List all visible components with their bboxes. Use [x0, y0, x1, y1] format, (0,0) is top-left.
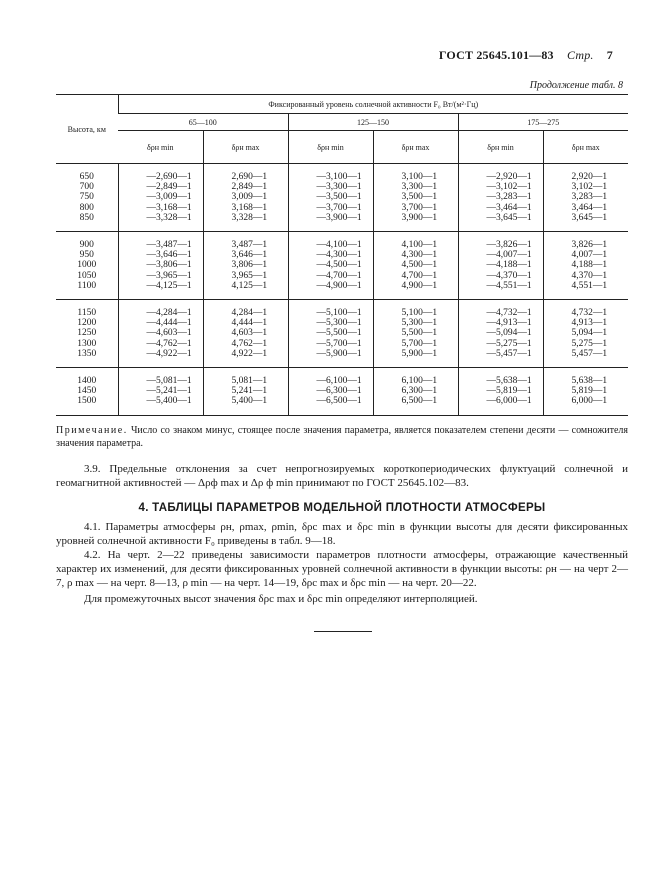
- max-value-cell: 4,700—1: [373, 271, 458, 281]
- max-value-cell: 3,009—1: [203, 192, 288, 202]
- height-cell: 800: [79, 202, 94, 213]
- max-value-cell: 3,826—1: [543, 232, 628, 251]
- height-cell: 1400: [77, 376, 97, 387]
- min-value-cell: —4,700—1: [288, 271, 373, 281]
- max-value-cell: 4,370—1: [543, 271, 628, 281]
- height-cell: 650: [79, 172, 94, 182]
- table-row: [56, 396, 628, 415]
- max-value-cell: 4,300—1: [373, 250, 458, 260]
- max-header: δρн max: [203, 131, 288, 164]
- min-value-cell: —3,102—1: [458, 182, 543, 192]
- max-value-cell: 4,500—1: [373, 260, 458, 270]
- max-value-cell: 5,638—1: [543, 368, 628, 387]
- table-row: [56, 281, 628, 300]
- max-value-cell: 3,168—1: [203, 203, 288, 213]
- max-value-cell: 3,900—1: [373, 213, 458, 232]
- min-value-cell: —3,168—1: [118, 203, 203, 213]
- min-value-cell: —5,100—1: [288, 300, 373, 319]
- min-value-cell: —2,690—1: [118, 164, 203, 183]
- min-value-cell: —5,241—1: [118, 386, 203, 396]
- min-value-cell: —5,094—1: [458, 328, 543, 338]
- min-value-cell: —5,457—1: [458, 349, 543, 368]
- min-value-cell: —4,732—1: [458, 300, 543, 319]
- height-cell: 1250: [77, 328, 97, 339]
- max-value-cell: 5,100—1: [373, 300, 458, 319]
- min-value-cell: —5,300—1: [288, 318, 373, 328]
- max-value-cell: 6,500—1: [373, 396, 458, 415]
- min-value-cell: —4,913—1: [458, 318, 543, 328]
- min-value-cell: —4,125—1: [118, 281, 203, 300]
- range-header-1: 65—100: [118, 114, 288, 131]
- max-value-cell: 3,102—1: [543, 182, 628, 192]
- table-row: [56, 203, 628, 213]
- max-value-cell: 4,922—1: [203, 349, 288, 368]
- height-cell: 1050: [77, 270, 97, 281]
- max-value-cell: 3,965—1: [203, 271, 288, 281]
- min-value-cell: —5,819—1: [458, 386, 543, 396]
- min-header: δρн min: [118, 131, 203, 164]
- max-value-cell: 4,284—1: [203, 300, 288, 319]
- min-value-cell: —3,826—1: [458, 232, 543, 251]
- min-value-cell: —4,370—1: [458, 271, 543, 281]
- min-value-cell: —4,444—1: [118, 318, 203, 328]
- max-value-cell: 2,690—1: [203, 164, 288, 183]
- height-cell: 950: [79, 250, 94, 261]
- height-cell: 1350: [56, 349, 118, 368]
- min-value-cell: —5,500—1: [288, 328, 373, 338]
- min-value-cell: —4,300—1: [288, 250, 373, 260]
- max-value-cell: 6,100—1: [373, 368, 458, 387]
- max-value-cell: 4,762—1: [203, 339, 288, 349]
- table-row: [56, 192, 628, 202]
- max-value-cell: 4,125—1: [203, 281, 288, 300]
- range-header-3: 175—275: [458, 114, 628, 131]
- min-value-cell: —4,762—1: [118, 339, 203, 349]
- height-cell: 1200: [77, 318, 97, 329]
- max-header: δρн max: [543, 131, 628, 164]
- min-value-cell: —2,849—1: [118, 182, 203, 192]
- table-row: [56, 318, 628, 328]
- min-value-cell: —6,500—1: [288, 396, 373, 415]
- min-value-cell: —5,700—1: [288, 339, 373, 349]
- max-value-cell: 3,700—1: [373, 203, 458, 213]
- closing-rule: [314, 631, 372, 632]
- table-row: [56, 339, 628, 349]
- max-value-cell: 3,645—1: [543, 213, 628, 232]
- max-value-cell: 5,400—1: [203, 396, 288, 415]
- parameters-table: [56, 94, 628, 416]
- min-value-cell: —4,500—1: [288, 260, 373, 270]
- note-text: Число со знаком минус, стоящее после значения параметра, является показателем степени десяти — сомножителя значения параметра.: [56, 425, 629, 449]
- table-row: [56, 349, 628, 368]
- max-value-cell: 3,646—1: [203, 250, 288, 260]
- max-value-cell: 5,700—1: [373, 339, 458, 349]
- table-note: [56, 424, 628, 450]
- min-value-cell: —3,500—1: [288, 192, 373, 202]
- table-row: [56, 164, 628, 183]
- height-cell: 1150: [77, 308, 97, 319]
- min-value-cell: —3,328—1: [118, 213, 203, 232]
- min-value-cell: —5,400—1: [118, 396, 203, 415]
- min-value-cell: —3,806—1: [118, 260, 203, 270]
- max-value-cell: 4,551—1: [543, 281, 628, 300]
- max-value-cell: 5,300—1: [373, 318, 458, 328]
- min-value-cell: —4,603—1: [118, 328, 203, 338]
- page-number: 7: [606, 48, 613, 62]
- height-cell: 850: [56, 213, 118, 232]
- paragraph-4-3: Для промежуточных высот значения δρc max и δρc min определяют интерполяцией.: [84, 593, 478, 605]
- paragraph-4-2: 4.2. На черт. 2—22 приведены зависимости параметров плотности атмосферы, отражающие качественный характер их изменений, для десяти фиксированных уровней солнечной активности в функции высоты: ρн — на черт 2—7, ρ max — на черт. 8—13, ρ min — на черт. 14—19, δρc max и δρc min — на черт. 20—22.: [56, 549, 628, 589]
- min-value-cell: —2,920—1: [458, 164, 543, 183]
- max-value-cell: 4,444—1: [203, 318, 288, 328]
- table-row: [56, 232, 628, 251]
- min-value-cell: —3,487—1: [118, 232, 203, 251]
- paragraph-3-9: 3.9. Предельные отклонения за счет непрогнозируемых короткопериодических флуктуаций солнечной и геомагнитной активностей — Δρф max и Δρ ф min принимают по ГОСТ 25645.102—83.: [56, 463, 628, 489]
- table-row: [56, 250, 628, 260]
- max-value-cell: 4,913—1: [543, 318, 628, 328]
- max-value-cell: 4,732—1: [543, 300, 628, 319]
- table-row: [56, 271, 628, 281]
- max-value-cell: 6,000—1: [543, 396, 628, 415]
- max-value-cell: 5,900—1: [373, 349, 458, 368]
- height-cell: 700: [79, 182, 94, 193]
- min-header: δρн min: [288, 131, 373, 164]
- table-row: [56, 386, 628, 396]
- max-value-cell: 3,806—1: [203, 260, 288, 270]
- min-value-cell: —5,081—1: [118, 368, 203, 387]
- min-value-cell: —5,638—1: [458, 368, 543, 387]
- max-value-cell: 5,500—1: [373, 328, 458, 338]
- max-value-cell: 3,500—1: [373, 192, 458, 202]
- standard-code: ГОСТ 25645.101—83: [438, 48, 554, 62]
- min-value-cell: —3,965—1: [118, 271, 203, 281]
- max-value-cell: 4,603—1: [203, 328, 288, 338]
- max-value-cell: 5,819—1: [543, 386, 628, 396]
- table-row: [56, 300, 628, 319]
- min-value-cell: —5,900—1: [288, 349, 373, 368]
- max-value-cell: 2,920—1: [543, 164, 628, 183]
- min-value-cell: —3,700—1: [288, 203, 373, 213]
- min-value-cell: —4,007—1: [458, 250, 543, 260]
- min-value-cell: —3,100—1: [288, 164, 373, 183]
- max-value-cell: 3,283—1: [543, 192, 628, 202]
- min-header: δρн min: [458, 131, 543, 164]
- min-value-cell: —3,645—1: [458, 213, 543, 232]
- height-column-header: Высота, км: [56, 95, 118, 164]
- min-value-cell: —3,009—1: [118, 192, 203, 202]
- table-body: [56, 164, 628, 416]
- max-value-cell: 3,487—1: [203, 232, 288, 251]
- note-label: Примечание.: [56, 425, 128, 436]
- min-value-cell: —4,284—1: [118, 300, 203, 319]
- max-value-cell: 5,241—1: [203, 386, 288, 396]
- table-row: [56, 260, 628, 270]
- min-value-cell: —3,283—1: [458, 192, 543, 202]
- min-value-cell: —3,300—1: [288, 182, 373, 192]
- max-value-cell: 3,464—1: [543, 203, 628, 213]
- paragraph-4-1: 4.1. Параметры атмосферы ρн, ρmax, ρmin, δρc max и δρc min в функции высоты для десяти фиксированных уровней солнечной активности F₀ приведены в табл. 9—18.: [56, 521, 628, 547]
- min-value-cell: —5,275—1: [458, 339, 543, 349]
- min-value-cell: —4,551—1: [458, 281, 543, 300]
- page-word: Стр.: [566, 48, 594, 62]
- min-value-cell: —3,464—1: [458, 203, 543, 213]
- height-cell: 750: [79, 192, 94, 203]
- height-cell: 900: [79, 240, 94, 251]
- min-value-cell: —6,100—1: [288, 368, 373, 387]
- table-row: [56, 328, 628, 338]
- max-value-cell: 5,457—1: [543, 349, 628, 368]
- table-row: [56, 213, 628, 232]
- max-value-cell: 4,188—1: [543, 260, 628, 270]
- min-value-cell: —3,900—1: [288, 213, 373, 232]
- max-value-cell: 4,900—1: [373, 281, 458, 300]
- table-row: [56, 182, 628, 192]
- min-value-cell: —4,100—1: [288, 232, 373, 251]
- max-value-cell: 3,328—1: [203, 213, 288, 232]
- height-cell: 1450: [77, 386, 97, 397]
- max-value-cell: 5,275—1: [543, 339, 628, 349]
- page-header: [439, 48, 613, 63]
- table-row: [56, 368, 628, 387]
- max-value-cell: 4,007—1: [543, 250, 628, 260]
- max-value-cell: 3,100—1: [373, 164, 458, 183]
- table-continuation-label: Продолжение табл. 8: [529, 80, 623, 91]
- height-cell: 1100: [56, 281, 118, 300]
- min-value-cell: —4,922—1: [118, 349, 203, 368]
- height-cell: 1500: [56, 396, 118, 415]
- height-cell: 1300: [77, 338, 97, 349]
- range-header-2: 125—150: [288, 114, 458, 131]
- min-value-cell: —4,900—1: [288, 281, 373, 300]
- activity-header: Фиксированный уровень солнечной активности F₀ Вт/(м²·Гц): [118, 95, 628, 114]
- max-value-cell: 6,300—1: [373, 386, 458, 396]
- max-value-cell: 4,100—1: [373, 232, 458, 251]
- min-value-cell: —6,000—1: [458, 396, 543, 415]
- section-title: 4. ТАБЛИЦЫ ПАРАМЕТРОВ МОДЕЛЬНОЙ ПЛОТНОСТИ АТМОСФЕРЫ: [138, 502, 546, 514]
- max-value-cell: 2,849—1: [203, 182, 288, 192]
- max-value-cell: 3,300—1: [373, 182, 458, 192]
- max-value-cell: 5,081—1: [203, 368, 288, 387]
- height-cell: 1000: [77, 260, 97, 271]
- max-header: δρн max: [373, 131, 458, 164]
- min-value-cell: —6,300—1: [288, 386, 373, 396]
- min-value-cell: —4,188—1: [458, 260, 543, 270]
- max-value-cell: 5,094—1: [543, 328, 628, 338]
- min-value-cell: —3,646—1: [118, 250, 203, 260]
